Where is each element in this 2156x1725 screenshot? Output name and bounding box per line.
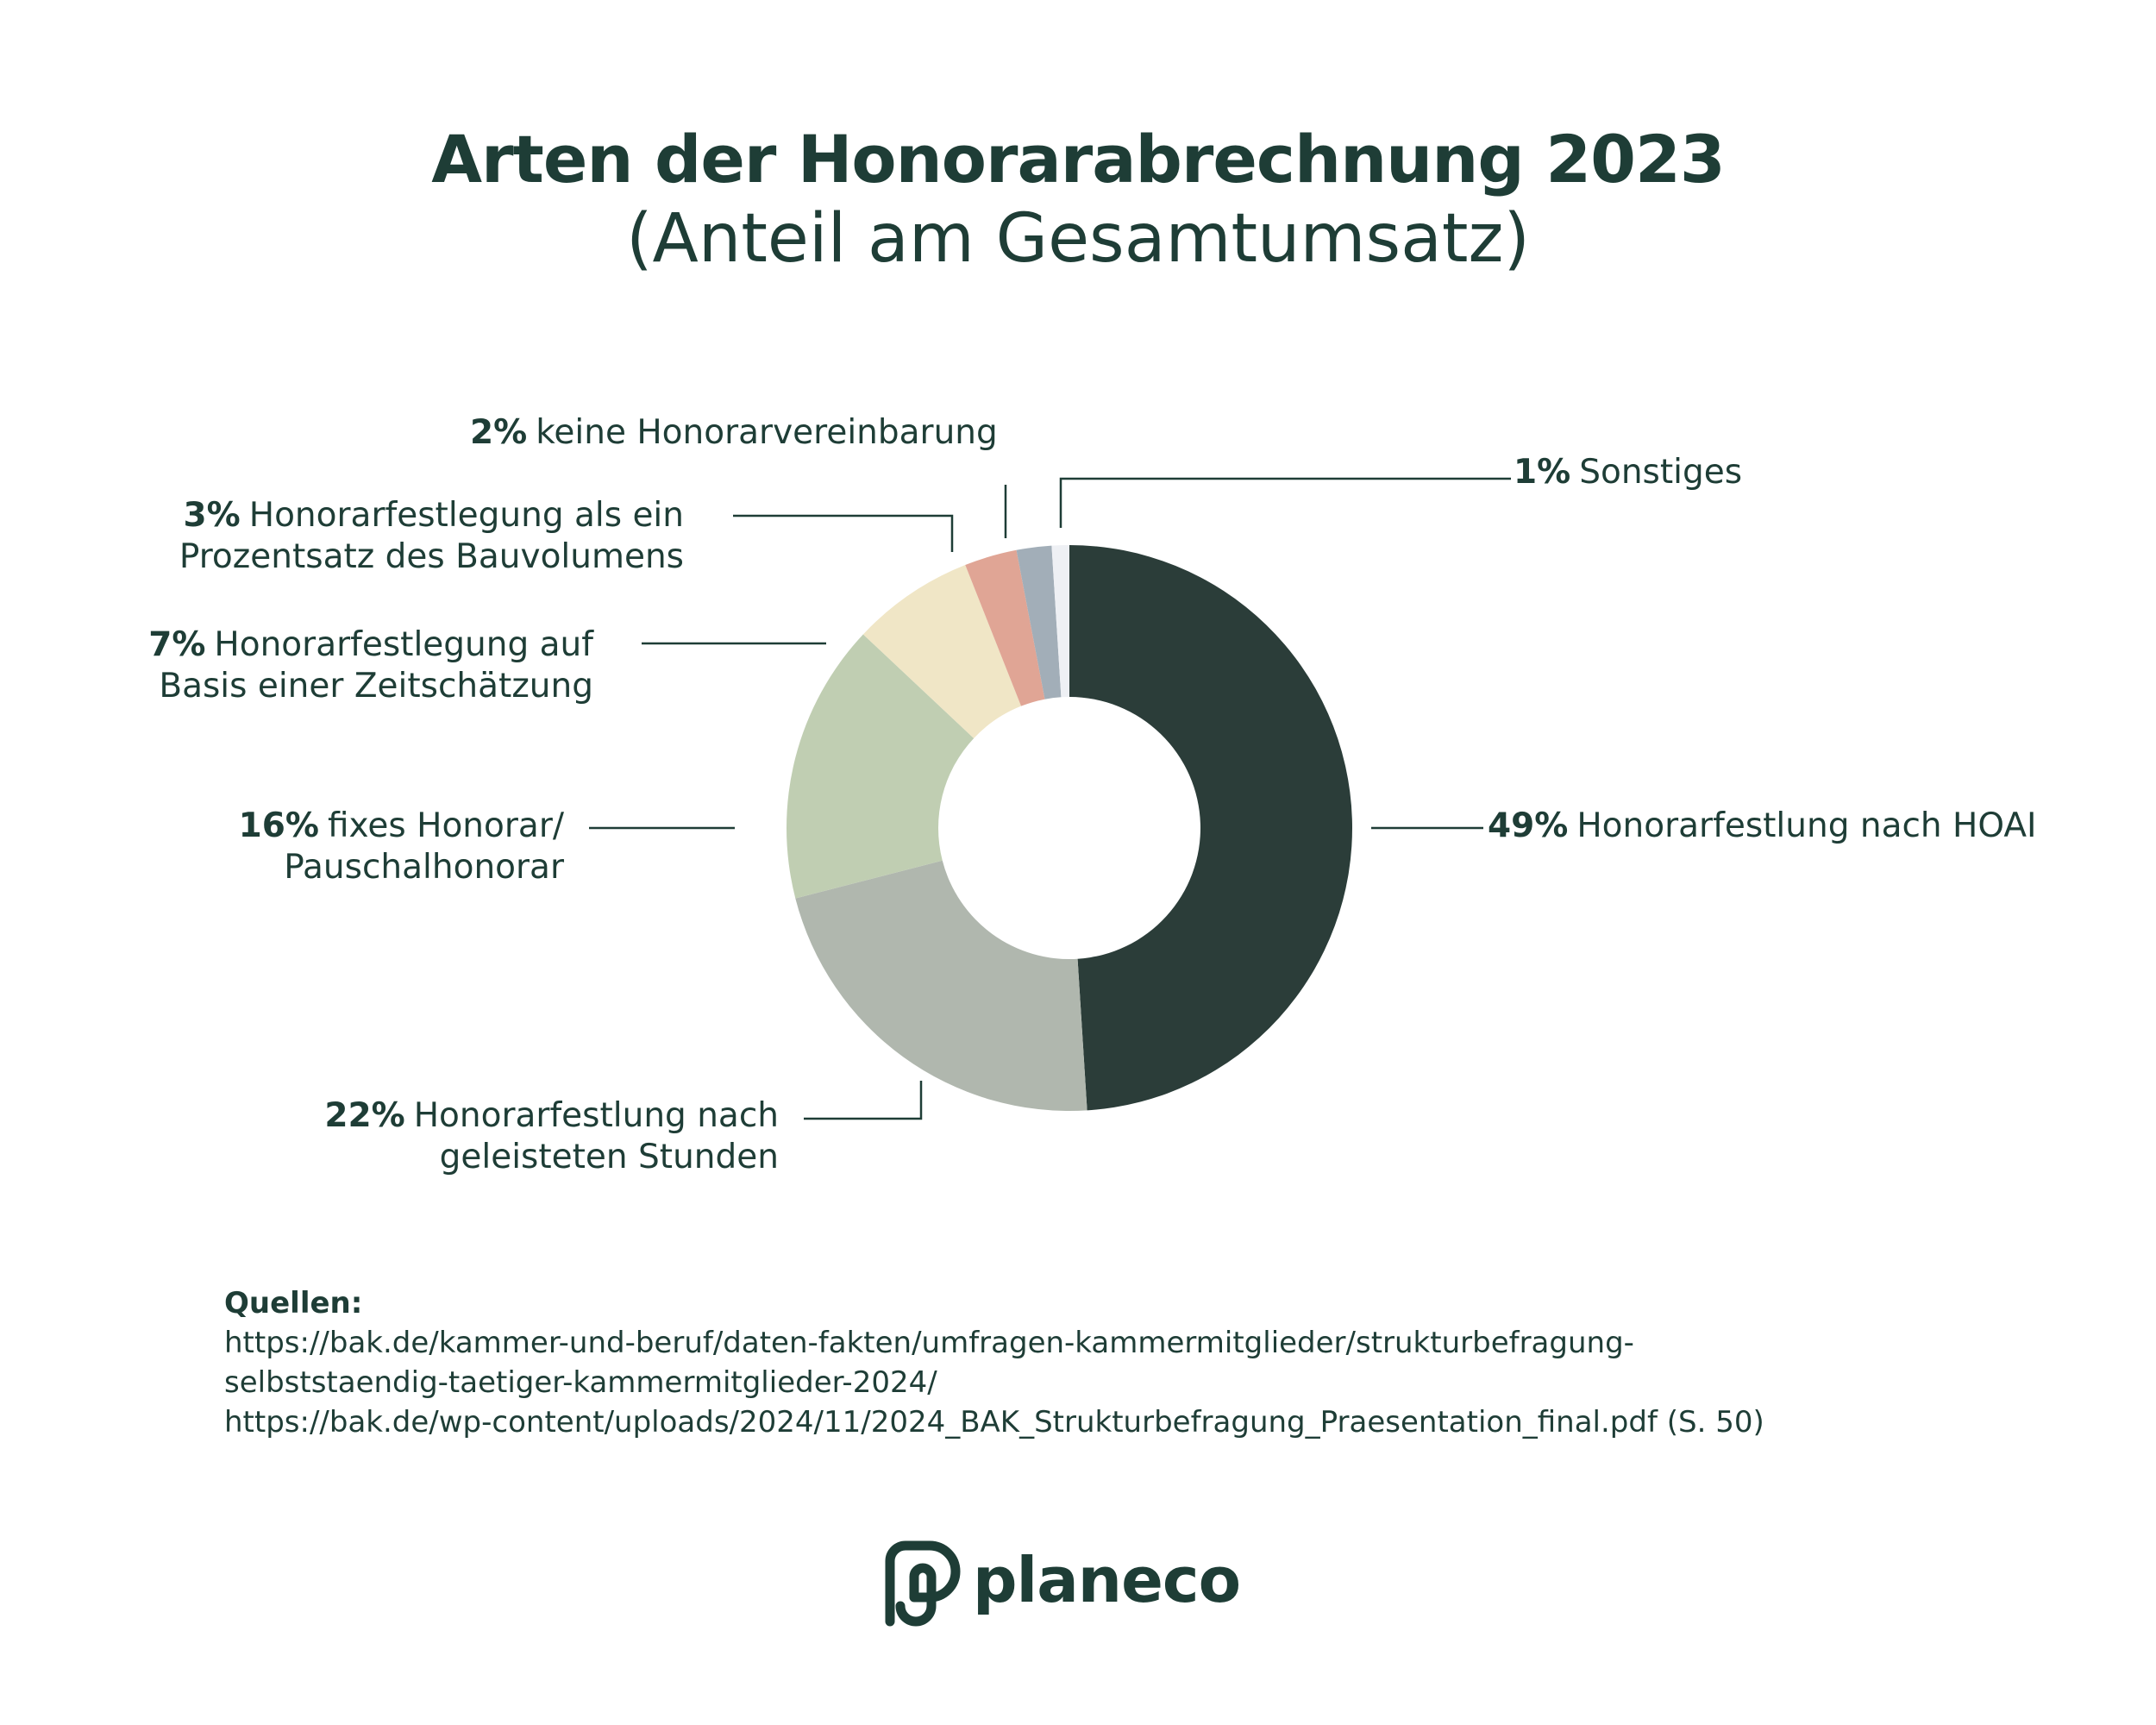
slice-label-fix: 16% fixes Honorar/ Pauschalhonorar [238,806,564,887]
chart-title: Arten der Honorarabrechnung 2023 [431,121,1725,198]
leader-line-prozent [733,516,952,552]
source-line: https://bak.de/kammer-und-beruf/daten-fakten/umfragen-kammermitglieder/strukturbefragung- [224,1326,1634,1360]
source-line: selbststaendig-taetiger-kammermitglieder-2024/ [224,1365,937,1400]
slice-label-stunden: 22% Honorarfestlung nach geleisteten Stunden [324,1096,779,1176]
leader-line-stunden [804,1081,921,1119]
slice-label-prozent: 3% Honorarfestlegung als ein Prozentsatz des Bauvolumens [179,496,684,576]
brand-name: planeco [973,1544,1241,1616]
slice-hoai [1069,545,1352,1110]
sources-heading: Quellen: [224,1286,363,1320]
slice-label-hoai: 49% Honorarfestlung nach HOAI [1488,806,2037,845]
planeco-logo-icon [880,1535,966,1630]
sources-block [224,1283,2035,1442]
slice-label-sonst: 1% Sonstiges [1514,453,1743,492]
source-line: https://bak.de/wp-content/uploads/2024/11/2024_BAK_Strukturbefragung_Praesentation_final.pdf (S. 50) [224,1405,1764,1440]
slice-stunden [795,861,1087,1111]
chart-subtitle: (Anteil am Gesamtumsatz) [626,200,1530,278]
slice-label-zeit: 7% Honorarfestlegung auf Basis einer Zeitschätzung [148,625,593,706]
leader-line-sonst [1061,479,1511,528]
slice-label-keine: 2% keine Honorarvereinbarung [470,413,998,452]
